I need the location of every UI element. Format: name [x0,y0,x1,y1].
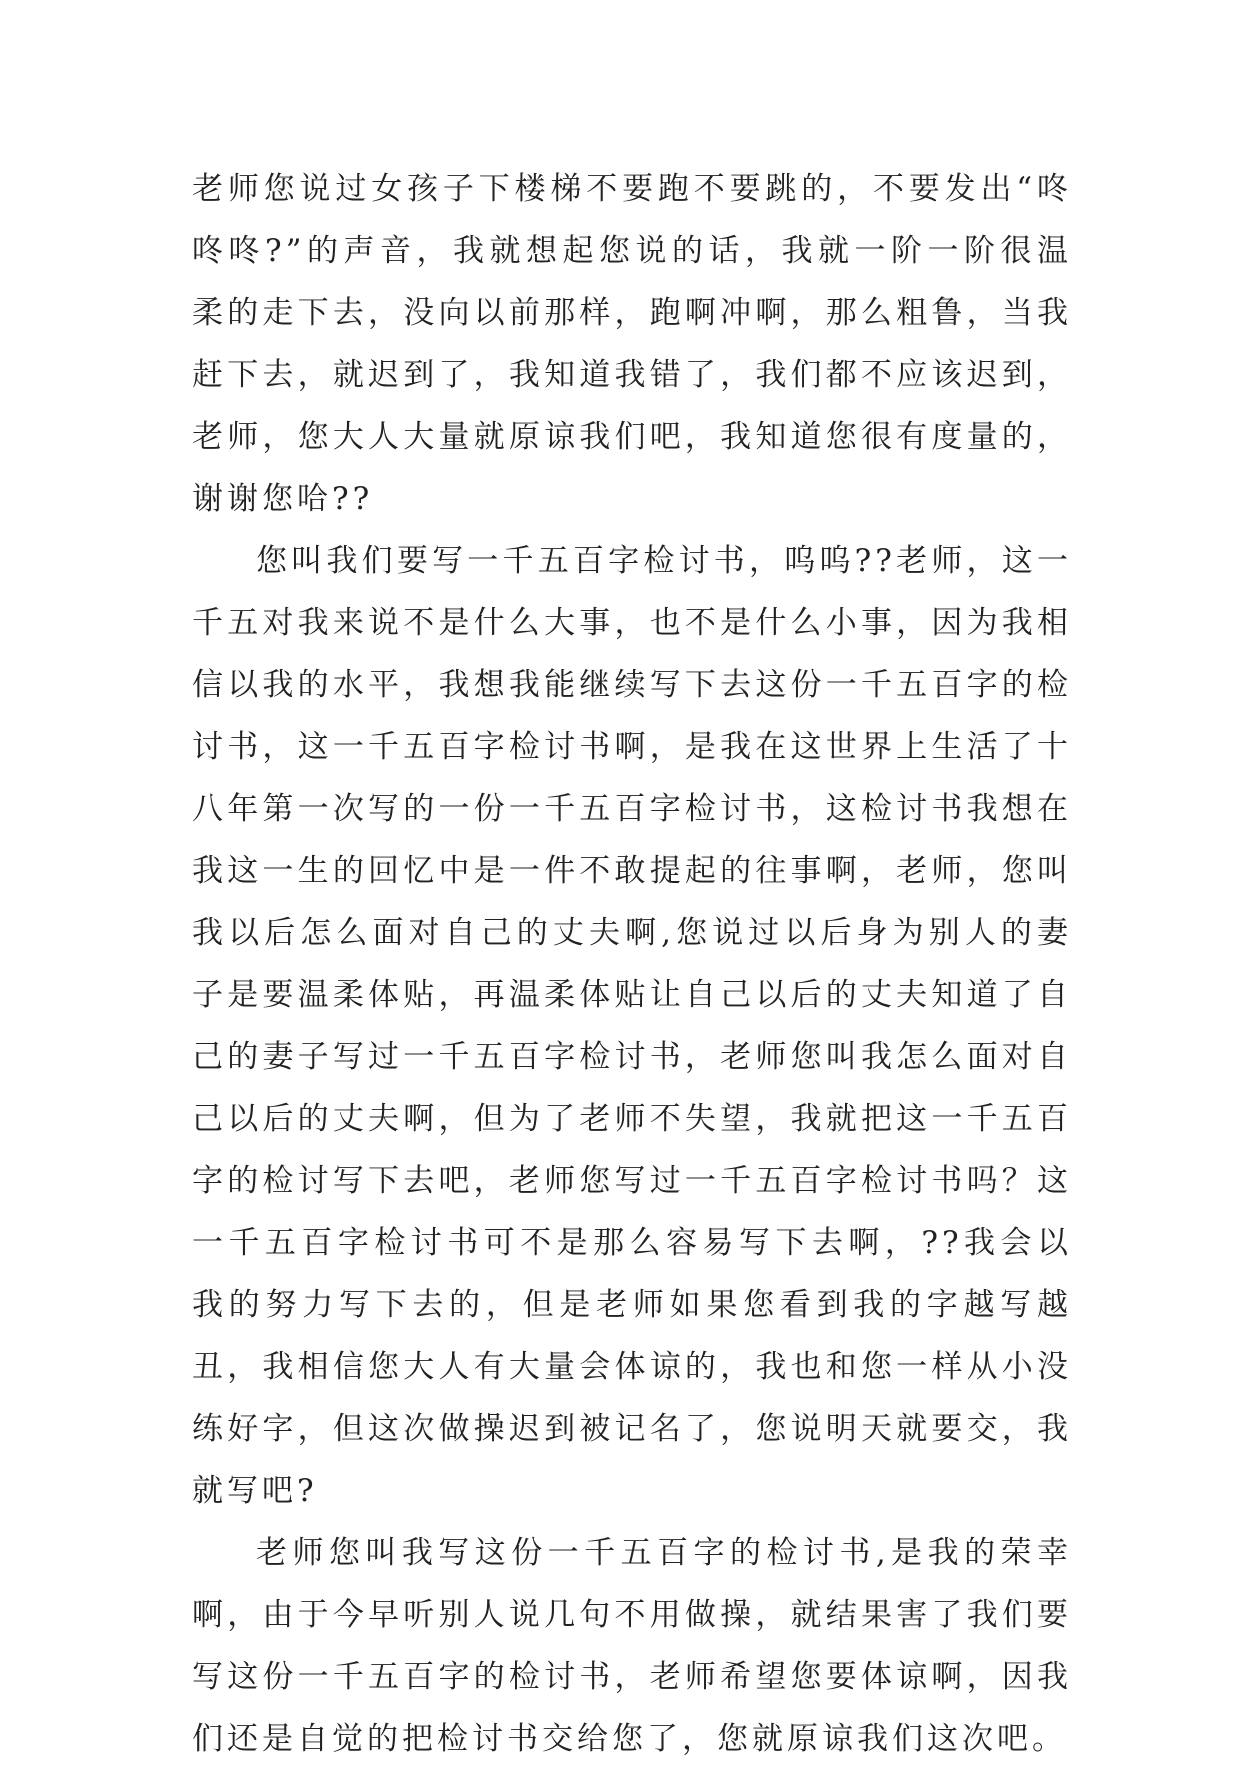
paragraph-3: 老师您叫我写这份一千五百字的检讨书,是我的荣幸啊，由于今早听别人说几句不用做操，就结果害了我们要写这份一千五百字的检讨书，老师希望您要体谅啊，因我们还是自觉的把检讨书交给您了，您就原谅我们这次吧。 [192,1535,1072,1757]
document-body [192,158,1072,1770]
paragraph-1: 老师您说过女孩子下楼梯不要跑不要跳的，不要发出“咚咚咚?”的声音，我就想起您说的话，我就一阶一阶很温柔的走下去，没向以前那样，跑啊冲啊，那么粗鲁，当我赶下去，就迟到了，我知道我错了，我们都不应该迟到，老师，您大人大量就原谅我们吧，我知道您很有度量的，谢谢您哈?? [192,171,1072,517]
paragraph-2: 您叫我们要写一千五百字检讨书，呜呜??老师，这一千五对我来说不是什么大事，也不是什么小事，因为我相信以我的水平，我想我能继续写下去这份一千五百字的检讨书，这一千五百字检讨书啊，是我在这世界上生活了十八年第一次写的一份一千五百字检讨书，这检讨书我想在我这一生的回忆中是一件不敢提起的往事啊，老师，您叫我以后怎么面对自己的丈夫啊,您说过以后身为别人的妻子是要温柔体贴，再温柔体贴让自己以后的丈夫知道了自己的妻子写过一千五百字检讨书，老师您叫我怎么面对自己以后的丈夫啊，但为了老师不失望，我就把这一千五百字的检讨写下去吧，老师您写过一千五百字检讨书吗？这一千五百字检讨书可不是那么容易写下去啊，??我会以我的努力写下去的，但是老师如果您看到我的字越写越丑，我相信您大人有大量会体谅的，我也和您一样从小没练好字，但这次做操迟到被记名了，您说明天就要交，我就写吧? [192,543,1072,1509]
